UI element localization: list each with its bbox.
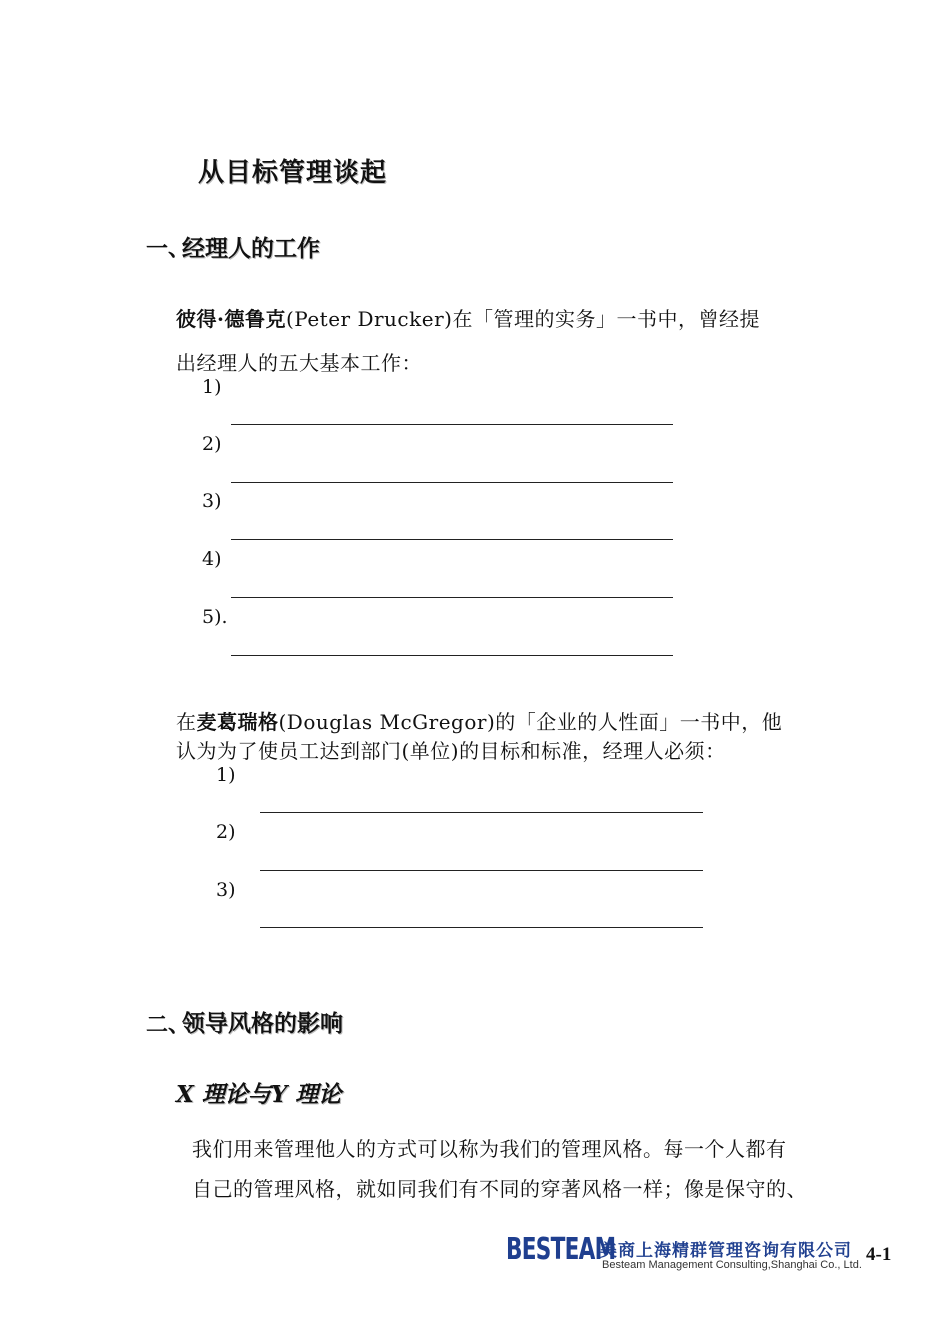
section-1-number: 一、 — [146, 237, 191, 262]
mcgregor-pre: 在 — [176, 710, 197, 734]
mcgregor-item-2-blank — [260, 870, 703, 871]
style-paragraph-line-2: 自己的管理风格，就如同我们有不同的穿著风格一样；像是保守的、 — [192, 1177, 807, 1201]
mcgregor-item-1-blank — [260, 812, 703, 813]
mcgregor-item-3-number: 3) — [216, 879, 236, 901]
drucker-item-5-number: 5). — [202, 606, 228, 628]
drucker-item-3-blank — [231, 539, 673, 540]
besteam-logo: BESTEAM — [506, 1232, 616, 1267]
company-name-en: Besteam Management Consulting,Shanghai Co., Ltd. — [602, 1259, 862, 1271]
mcgregor-item-1-number: 1) — [216, 764, 236, 786]
drucker-item-1-blank — [231, 424, 673, 425]
page-number: 4-1 — [866, 1244, 892, 1265]
section-2-number: 二、 — [146, 1013, 191, 1038]
mcgregor-text-1: (Douglas McGregor)的「企业的人性面」一书中，他 — [278, 710, 783, 734]
mcgregor-item-3-blank — [260, 927, 703, 928]
drucker-item-2-number: 2) — [202, 433, 222, 455]
mcgregor-paragraph-line-2: 认为为了使员工达到部门(单位)的目标和标准，经理人必须： — [176, 739, 726, 763]
section-1-title: 经理人的工作 — [182, 236, 320, 262]
xy-theory-subtitle: X 理论与Y 理论 — [176, 1081, 342, 1108]
drucker-paragraph-line-2: 出经理人的五大基本工作： — [176, 351, 422, 375]
drucker-item-2-blank — [231, 482, 673, 483]
drucker-item-1-number: 1) — [202, 376, 222, 398]
mcgregor-item-2-number: 2) — [216, 821, 236, 843]
mcgregor-paragraph-line-1 — [176, 706, 782, 735]
drucker-text-1: (Peter Drucker)在「管理的实务」一书中，曾经提 — [285, 307, 760, 331]
drucker-item-4-number: 4) — [202, 548, 222, 570]
mcgregor-name: 麦葛瑞格 — [196, 710, 279, 734]
style-paragraph-line-1: 我们用来管理他人的方式可以称为我们的管理风格。每一个人都有 — [192, 1137, 787, 1161]
company-name-cn: 美商上海精群管理咨询有限公司 — [600, 1241, 852, 1261]
drucker-item-4-blank — [231, 597, 673, 598]
drucker-item-5-blank — [231, 655, 673, 656]
drucker-name: 彼得·德鲁克 — [176, 307, 286, 331]
page-title: 从目标管理谈起 — [198, 158, 388, 188]
drucker-item-3-number: 3) — [202, 490, 222, 512]
section-2-title: 领导风格的影响 — [182, 1011, 343, 1037]
drucker-paragraph-line-1 — [176, 303, 760, 332]
